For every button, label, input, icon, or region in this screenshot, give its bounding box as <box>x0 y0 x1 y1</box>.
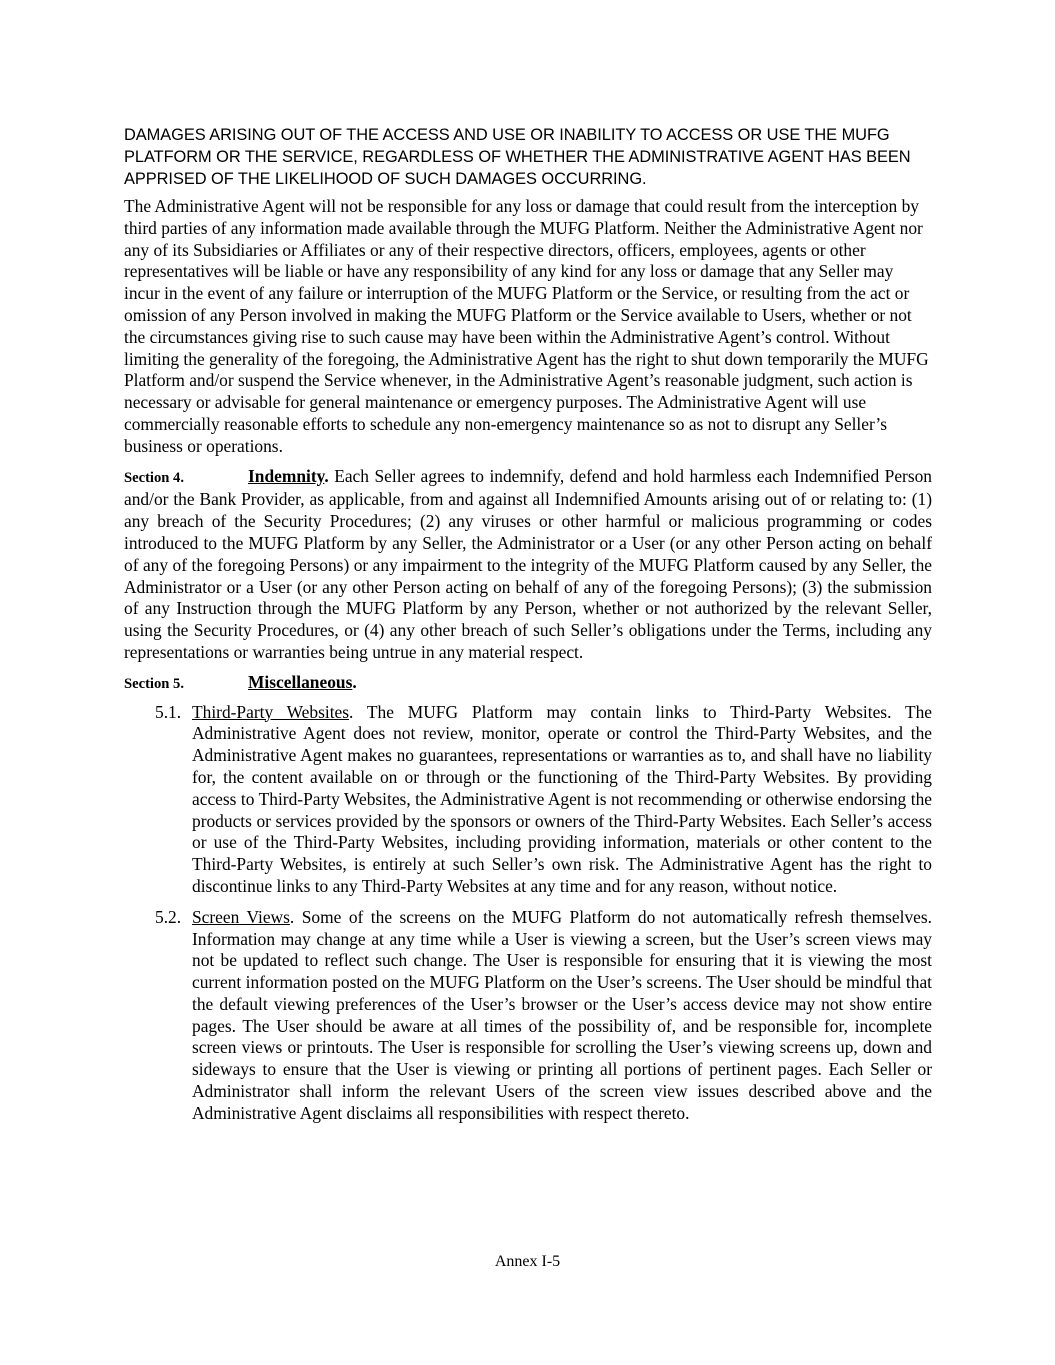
section-4-title-punct: . <box>324 465 329 486</box>
section-4-indemnity <box>124 466 932 664</box>
section-5-2-screen-views <box>155 906 932 1125</box>
section-5-heading <box>124 672 932 696</box>
section-5-title: Miscellaneous <box>248 671 353 692</box>
section-4-title: Indemnity <box>248 465 325 486</box>
section-4-label: Section 4. <box>124 469 184 486</box>
section-5-2-number: 5.2. <box>155 906 182 927</box>
document-page <box>124 124 932 1134</box>
section-5-2-title: Screen Views <box>192 906 290 927</box>
section-5-label: Section 5. <box>124 675 184 692</box>
section-5-1-number: 5.1. <box>155 701 182 722</box>
liability-paragraph: The Administrative Agent will not be responsible for any loss or damage that could result from the interception by third parties of any information made available through the MUFG Platform. Neither the Administrative Agent nor any of its Subsidiaries or Affiliates or any of their respective directors, officers, employees, agents or other representatives will be liable or have any responsibility of any kind for any loss or damage that any Seller may incur in the event of any failure or interruption of the MUFG Platform or the Service, or resulting from the act or omission of any Person involved in making the MUFG Platform or the Service available to Users, whether or not the circumstances giving rise to such cause may have been within the Administrative Agent’s control. Without limiting the generality of the foregoing, the Administrative Agent has the right to shut down temporarily the MUFG Platform and/or suspend the Service whenever, in the Administrative Agent’s reasonable judgment, such action is necessary or advisable for general maintenance or emergency purposes. The Administrative Agent will use commercially reasonable efforts to schedule any non-emergency maintenance so as not to disrupt any Seller’s business or operations. <box>124 196 929 456</box>
section-5-1-title: Third-Party Websites <box>192 701 350 722</box>
page-footer: Annex I-5 <box>494 1253 561 1270</box>
section-4-body: Each Seller agrees to indemnify, defend and hold harmless each Indemnified Person and/or the Bank Provider, as applicable, from and against all Indemnified Amounts arising out of or relating to: (1) any breach of the Security Procedures; (2) any viruses or other harmful or malicious programming or codes introduced to the MUFG Platform by any Seller, the Administrator or a User (or any other Person acting on behalf of any of the foregoing Persons) or any impairment to the integrity of the MUFG Platform caused by any Seller, the Administrator or a User (or any other Person acting on behalf of any of the foregoing Persons); (3) the submission of any Instruction through the MUFG Platform by any Person, whether or not authorized by the relevant Seller, using the Security Procedures, or (4) any other breach of such Seller’s obligations under the Terms, including any representations or warranties being untrue in any material respect. <box>124 465 932 662</box>
section-5-title-punct: . <box>352 671 357 692</box>
caps-disclaimer-paragraph: DAMAGES ARISING OUT OF THE ACCESS AND USE OR INABILITY TO ACCESS OR USE THE MUFG PLATFORM OR THE SERVICE, REGARDLESS OF WHETHER THE ADMINISTRATIVE AGENT HAS BEEN APPRISED OF THE LIKELIHOOD OF SUCH DAMAGES OCCURRING. <box>124 126 911 188</box>
section-5-1-third-party-websites <box>155 701 932 898</box>
section-5-1-body: . The MUFG Platform may contain links to Third-Party Websites. The Administrative Agent does not review, monitor, operate or control the Third-Party Websites, and the Administrative Agent makes no guarantees, representations or warranties as to, and shall have no liability for, the content available on or through or the functioning of the Third-Party Websites. By providing access to Third-Party Websites, the Administrative Agent is not recommending or otherwise endorsing the products or services provided by the sponsors or owners of the Third-Party Websites. Each Seller’s access or use of the Third-Party Websites, including providing information, materials or other content to the Third-Party Websites, is entirely at such Seller’s own risk. The Administrative Agent has the right to discontinue links to any Third-Party Websites at any time and for any reason, without notice. <box>192 701 932 896</box>
section-5-2-body: . Some of the screens on the MUFG Platform do not automatically refresh themselves. Information may change at any time while a User is viewing a screen, but the User’s screen views may not be updated to reflect such change. The User is responsible for ensuring that it is viewing the most current information posted on the MUFG Platform on the User’s screens. The User should be mindful that the default viewing preferences of the User’s browser or the User’s access device may not show entire pages. The User should be aware at all times of the possibility of, and be responsible for, incomplete screen views or printouts. The User is responsible for scrolling the User’s viewing screens up, down and sideways to ensure that the User is viewing or printing all portions of pertinent pages. Each Seller or Administrator shall inform the relevant Users of the screen view issues described above and the Administrative Agent disclaims all responsibilities with respect thereto. <box>192 906 932 1123</box>
